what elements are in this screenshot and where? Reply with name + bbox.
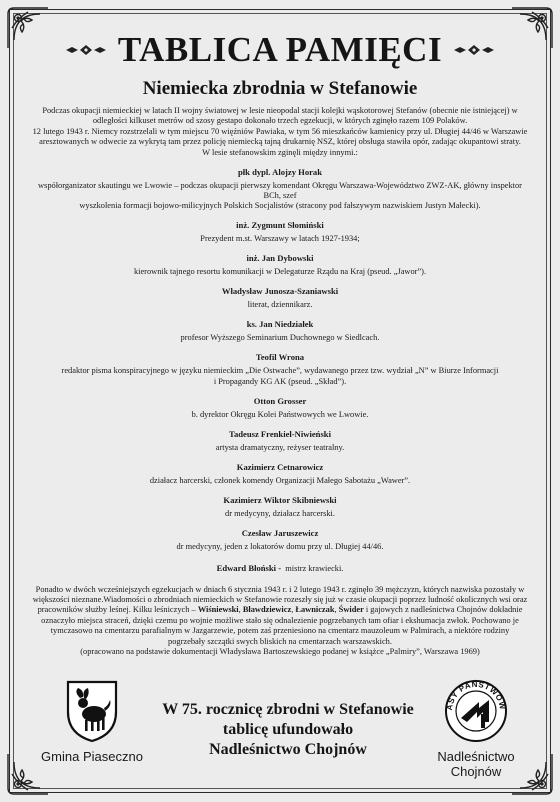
intro-line: W lesie stefanowskim zginęli między innymi.:: [202, 147, 358, 157]
victim-name: Czesław Jaruszewicz: [241, 527, 319, 538]
victim-entry: [30, 220, 530, 244]
gmina-caption: Gmina Piaseczno: [41, 749, 143, 764]
closing-text: i gajowych z nadleśnictwa Chojnów dokładnie: [363, 605, 523, 615]
victim-name: Edward Błoński -: [216, 563, 282, 574]
victim-description: Prezydent m.st. Warszawy w latach 1927-1934;: [200, 234, 360, 244]
title-ornament-right-icon: [452, 43, 496, 57]
victim-entry: [30, 352, 530, 387]
title-row: [0, 28, 560, 72]
victim-description: profesor Wyższego Seminarium Duchownego w Siedlcach.: [180, 333, 380, 343]
nadlesnictwo-caption: [428, 749, 524, 779]
victim-name: inż. Zygmunt Słomiński: [236, 220, 324, 231]
victim-description: [30, 181, 530, 212]
victim-entry: [30, 528, 530, 552]
victim-entry: [30, 167, 530, 212]
victim-entry: [30, 462, 530, 486]
closing-line: większości nieznane.Wiadomości o zbrodniach niemieckich w Stefanowie rozeszły się już w czasie okupacji poprzez ludność okolicznych wsi oraz: [32, 595, 528, 605]
victim-description: [30, 366, 530, 387]
closing-text: pracowników służby leśnej. Kilku leśniczych –: [37, 605, 198, 615]
victim-name: ks. Jan Niedziałek: [246, 319, 314, 330]
plaque-text: [30, 106, 530, 658]
victim-name: Kazimierz Wiktor Skibniewski: [223, 494, 337, 505]
page-title: TABLICA PAMIĘCI: [117, 30, 443, 69]
dedication-line: W 75. rocznicę zbrodni w Stefanowie: [162, 701, 414, 718]
intro-line: odległości kilkuset metrów od szosy gestapo dokonało trzech egzekucji, w których zginęło razem 109 Polaków.: [92, 116, 468, 126]
victim-description: dr medycyny, jeden z lokatorów domu przy ul. Długiej 44/46.: [176, 541, 384, 551]
victim-name: Teofil Wrona: [255, 352, 305, 363]
intro-line: aresztowanych w odwecie za wykrytą tam przez policję niemiecką tajną drukarnię NSZ, której obsługa stawiła opór, zadając okupantowi straty.: [39, 137, 521, 147]
victim-name: płk dypl. Alojzy Horak: [237, 166, 323, 177]
victim-description: działacz harcerski, członek komendy Organizacji Małego Sabotażu „Wawer”.: [149, 475, 411, 485]
forester-name: Ławniczak: [295, 605, 335, 615]
victim-description: b. dyrektor Okręgu Kolei Państwowych we Lwowie.: [191, 409, 369, 419]
intro-line: Podczas okupacji niemieckiej w latach II wojny światowej w lesie nieopodal stacji kolejki wąskotorowej Stefanów (obecnie nie istniejącej) w: [42, 106, 518, 115]
dedication: [146, 700, 430, 760]
source-note: (opracowano na podstawie dokumentacji Władysława Bartoszewskiego podanej w książce „Palmiry”, Warszawa 1969): [80, 647, 480, 657]
forester-name: Świder: [338, 605, 364, 615]
closing-line: Ponadto w dwóch wcześniejszych egzekucjach w dniach 6 stycznia 1943 r. i 2 lutego 1943 r. zginęło 39 mężczyzn, których nazwiska pozostały w: [35, 584, 525, 594]
closing-line: oznaczyło miejsca straceń, dzięki czemu po wojnie możliwe stało się odnalezienie pogrzebanych tam ofiar i ekshumacja zwłok. Pochowano je: [41, 615, 519, 625]
victim-description: dr medycyny, działacz harcerski.: [225, 508, 335, 518]
victim-description-line: wyszkolenia formacji bojowo-milicyjnych Polskich Socjalistów (stracony pod fałszywym nazwiskiem Justyn Małecki).: [79, 201, 481, 211]
footer: [22, 676, 538, 780]
closing-line: pracowników służby leśnej. Kilku leśniczych – Wiśniewski, Bławdziewicz, Ławniczak, Świder i gajowych z nadleśnictwa Chojnów dokładnie: [37, 605, 523, 615]
closing-line: pogrzebały szczątki swych bliskich na cmentarzach warszawskich.: [168, 636, 392, 646]
dedication-line: tablicę ufundowało: [222, 721, 354, 738]
caption-line: Nadleśnictwo: [437, 749, 515, 764]
intro-line: 12 lutego 1943 r. Niemcy rozstrzelali w tym miejscu 70 więźniów Pawiaka, w tym 56 mieszkańców kamienicy przy ul. Długiej 44/46 w Warszawie: [32, 126, 528, 136]
victim-name: Otton Grosser: [253, 395, 307, 406]
victim-name: inż. Jan Dybowski: [246, 253, 314, 264]
closing-line: tymczasowo na cmentarzu parafialnym w Jazgarzewie, potem zaś przeniesiono na cmentarz mauzoleum w Palmirach, a niektóre rodziny: [50, 626, 510, 636]
victim-description: kierownik tajnego resortu komunikacji w Delegaturze Rządu na Kraj (pseud. „Jawor”).: [133, 267, 427, 277]
victim-description-line: i Propagandy KG AK (pseud. „Skład”).: [213, 376, 347, 386]
victim-entry: [30, 319, 530, 343]
victim-entry: [30, 495, 530, 519]
subtitle: Niemiecka zbrodnia w Stefanowie: [142, 78, 418, 99]
victim-entry: [30, 253, 530, 277]
ring-text: ASY PAŃSTWOW: [444, 679, 508, 711]
victim-description-line: współorganizator skautingu we Lwowie – podczas okupacji pierwszy komendant Okręgu Warszawa-Województwo ZWZ-AK, główny inspektor BCh, szef: [38, 180, 522, 201]
closing-paragraph: [30, 585, 530, 647]
forester-name: Bławdziewicz: [242, 605, 292, 615]
coat-of-arms-icon: [64, 678, 120, 744]
victim-description: literat, dziennikarz.: [247, 300, 313, 310]
forest-emblem-icon: [441, 678, 511, 744]
victim-entry: [30, 563, 530, 574]
victim-entry: [30, 429, 530, 453]
title-ornament-left-icon: [64, 43, 108, 57]
victim-name: Tadeusz Frenkiel-Niwieński: [229, 428, 331, 439]
victim-description-line: redaktor pisma konspiracyjnego w języku niemieckim „Die Ostwache”, wydawanego przez tzw. wydział „N” w Biurze Informacji: [61, 366, 499, 376]
victim-entry: [30, 396, 530, 420]
victim-name: Władysław Junosza-Szaniawski: [221, 286, 339, 297]
dedication-line: Nadleśnictwo Chojnów: [209, 741, 367, 758]
victim-entry: [30, 286, 530, 310]
victim-name: Kazimierz Cetnarowicz: [236, 461, 324, 472]
victim-description: artysta dramatyczny, reżyser teatralny.: [215, 442, 345, 452]
lasy-panstwowe-logo: [428, 678, 524, 779]
victim-description: mistrz krawiecki.: [285, 564, 344, 574]
intro-paragraph: [30, 106, 530, 158]
caption-line: Chojnów: [450, 764, 502, 779]
gmina-piaseczno-logo: [40, 678, 144, 764]
forester-name: Wiśniewski: [197, 605, 239, 615]
